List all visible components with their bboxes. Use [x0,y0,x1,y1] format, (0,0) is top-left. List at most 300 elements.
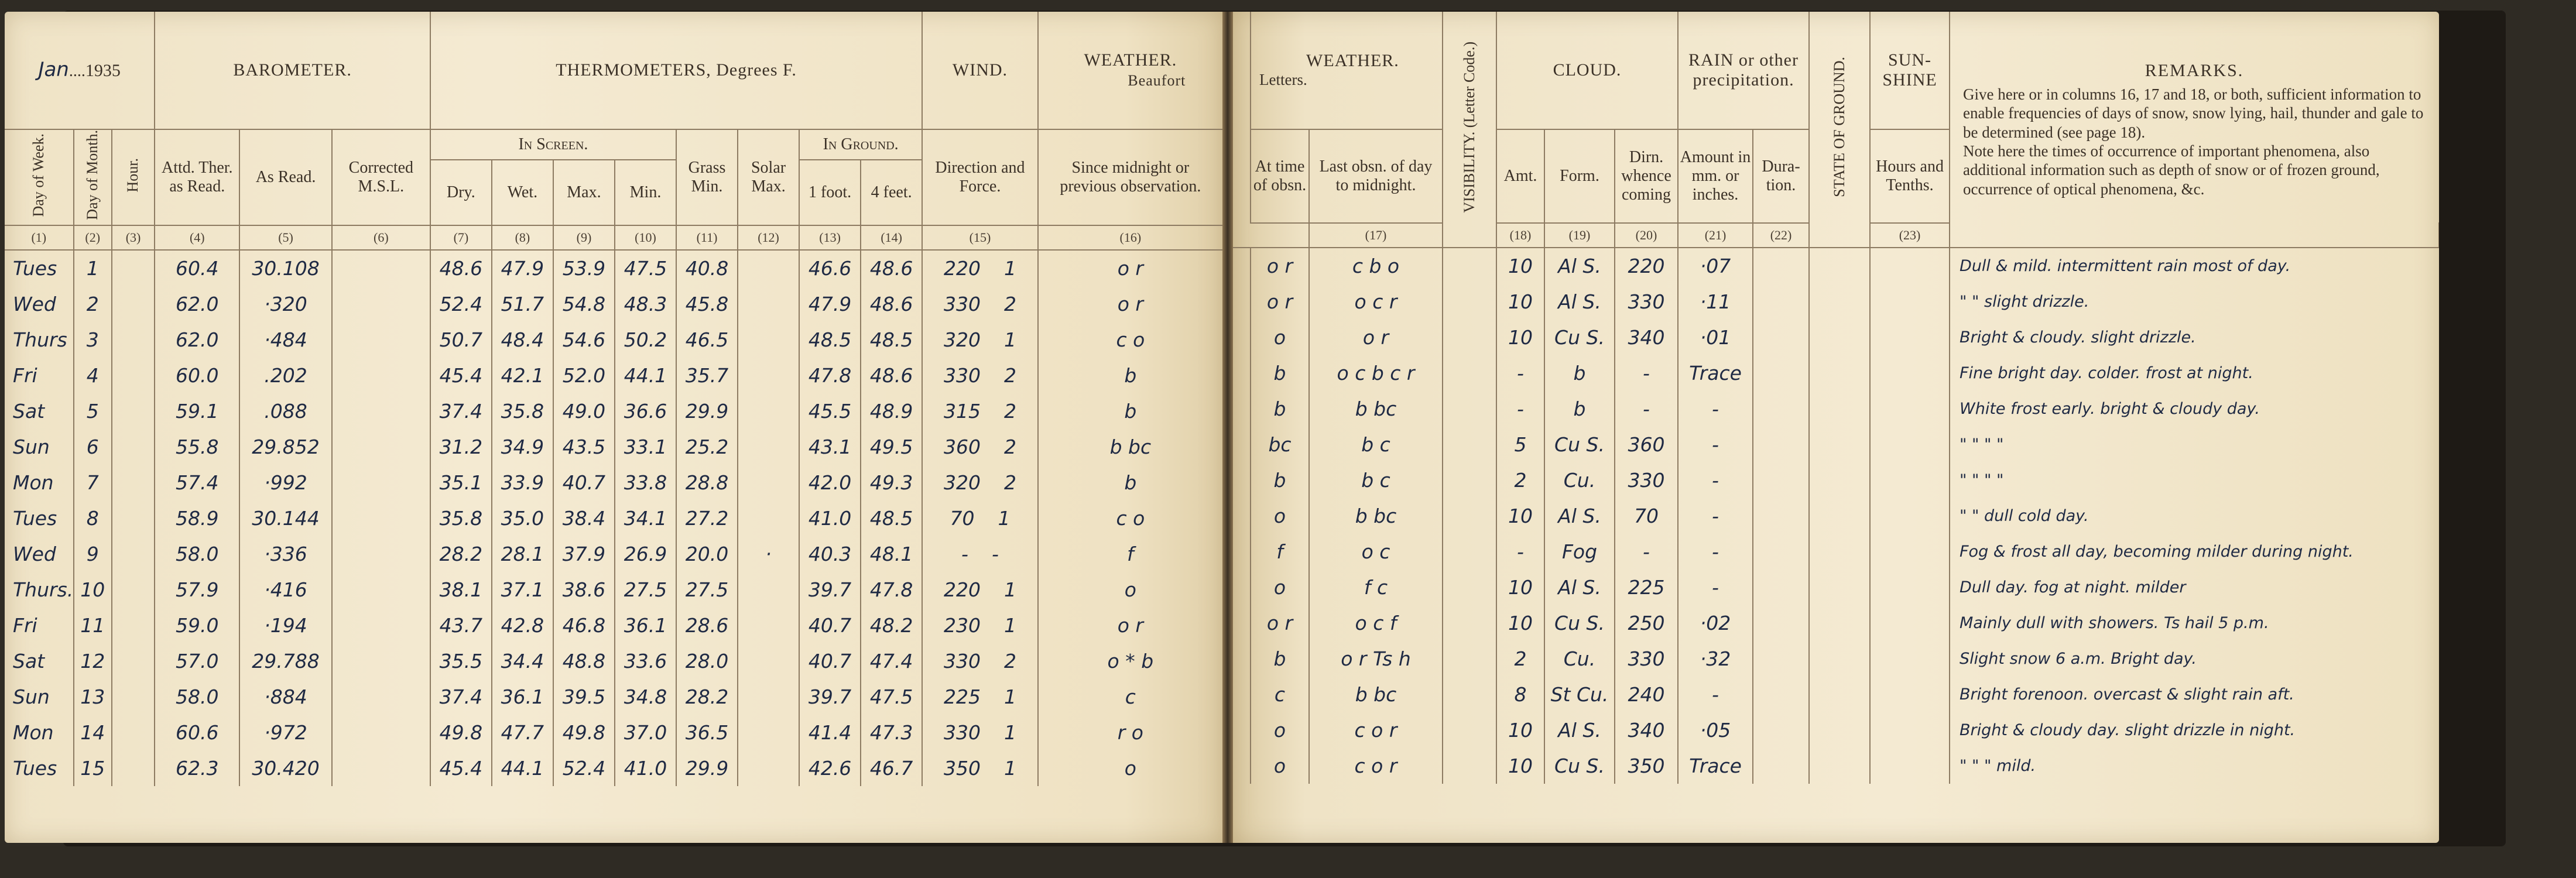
state-ground-cell [1809,498,1870,534]
table-row [1233,391,2439,427]
ground-1ft-cell: 39.7 [799,679,861,715]
day-of-week-cell: Thurs. [13,578,74,602]
one-foot-header: 1 foot. [799,160,861,225]
hour-cell [112,643,155,679]
visibility-cell [1443,248,1496,284]
rain-duration-cell [1753,427,1809,462]
sunshine-cell [1870,284,1950,320]
ground-4ft-cell: 46.7 [861,750,922,786]
cloud-dirn-cell: 350 [1615,748,1678,784]
corrected-msl-header: Corrected M.S.L. [332,129,430,225]
wind-force: 1 [1003,614,1016,637]
wind-direction: 320 [943,328,981,352]
solar-max-cell [738,679,799,715]
weather-at-time-cell: o [1251,320,1309,355]
col-number: (11) [676,225,738,250]
remarks-cell: Fog & frost all day, becoming milder during night. [1950,534,2439,570]
max-cell: 48.8 [553,643,615,679]
attd-ther-cell: 60.0 [155,358,239,393]
corrected-cell [332,250,430,286]
cloud-amt-cell: - [1496,391,1544,427]
cloud-form-cell: Cu. [1544,641,1615,677]
col-number: (1) [5,225,74,250]
cloud-amt-cell: - [1496,355,1544,391]
solar-max-cell: · [738,536,799,572]
col-number: (4) [155,225,239,250]
remarks-cell: Bright forenoon. overcast & slight rain aft. [1950,677,2439,712]
ground-1ft-cell: 42.0 [799,465,861,500]
ground-4ft-cell: 48.5 [861,500,922,536]
table-row [5,429,1222,465]
weather-beaufort-cell: c [1038,679,1222,715]
weather-at-time-cell: o [1251,748,1309,784]
duration-header: Dura- tion. [1753,129,1809,223]
rain-amount-cell: - [1678,570,1753,605]
rain-duration-cell [1753,677,1809,712]
weather-at-time-cell: o r [1251,248,1309,284]
weather-last-cell: o r Ts h [1309,641,1443,677]
wind-cell [922,715,1037,750]
wet-cell: 28.1 [492,536,553,572]
attd-ther-header: Attd. Ther. as Read. [155,129,239,225]
min-cell: 27.5 [615,572,676,608]
ground-4ft-cell: 47.5 [861,679,922,715]
cloud-amt-cell: 10 [1496,570,1544,605]
day-of-week-cell: Mon [13,721,54,745]
table-row [1233,462,2439,498]
col-number: (18) [1496,223,1544,248]
day-of-month-cell: 11 [74,608,112,643]
cloud-amt-cell: 10 [1496,748,1544,784]
cloud-form-cell: Al S. [1544,712,1615,748]
sunshine-cell [1870,605,1950,641]
cloud-dirn-cell: 360 [1615,427,1678,462]
table-row [5,679,1222,715]
table-row [5,465,1222,500]
dry-cell: 52.4 [430,286,492,322]
attd-ther-cell: 55.8 [155,429,239,465]
sunshine-cell [1870,427,1950,462]
state-ground-cell [1809,248,1870,284]
day-of-month-cell: 15 [74,750,112,786]
max-cell: 53.9 [553,250,615,286]
dry-cell: 35.5 [430,643,492,679]
col-number: (14) [861,225,922,250]
weather-at-time-cell: o [1251,498,1309,534]
max-cell: 37.9 [553,536,615,572]
thermometers-heading: THERMOMETERS, Degrees F. [430,12,922,129]
solar-max-header: Solar Max. [738,129,799,225]
as-read-cell: ·484 [239,322,332,358]
remarks-cell: " " slight drizzle. [1950,284,2439,320]
attd-ther-cell: 60.4 [155,250,239,286]
corrected-cell [332,393,430,429]
rain-duration-cell [1753,248,1809,284]
weather-last-cell: b c [1309,427,1443,462]
rain-duration-cell [1753,641,1809,677]
visibility-cell [1443,605,1496,641]
ground-1ft-cell: 46.6 [799,250,861,286]
min-cell: 44.1 [615,358,676,393]
remarks-cell: " " dull cold day. [1950,498,2439,534]
attd-ther-cell: 62.0 [155,322,239,358]
cloud-form-cell: St Cu. [1544,677,1615,712]
wet-cell: 44.1 [492,750,553,786]
wet-cell: 34.4 [492,643,553,679]
weather-beaufort-cell: o r [1038,608,1222,643]
rain-duration-cell [1753,320,1809,355]
book-spine [1222,12,1233,843]
table-row [1233,498,2439,534]
solar-max-cell [738,572,799,608]
cloud-amt-cell: 10 [1496,284,1544,320]
weather-at-time-cell: o [1251,712,1309,748]
weather-at-time-cell: b [1251,355,1309,391]
day-of-month-cell: 4 [74,358,112,393]
weather-at-time-cell: b [1251,391,1309,427]
grass-min-cell: 28.2 [676,679,738,715]
rain-duration-cell [1753,284,1809,320]
ground-1ft-cell: 40.7 [799,643,861,679]
as-read-cell: ·336 [239,536,332,572]
as-read-cell: .202 [239,358,332,393]
day-of-month-cell: 8 [74,500,112,536]
attd-ther-cell: 58.9 [155,500,239,536]
margin-cell [1233,534,1251,570]
remarks-cell: Slight snow 6 a.m. Bright day. [1950,641,2439,677]
visibility-cell [1443,712,1496,748]
wind-cell [922,536,1037,572]
ground-4ft-cell: 47.3 [861,715,922,750]
weather-at-time-cell: c [1251,677,1309,712]
max-cell: 49.8 [553,715,615,750]
rain-duration-cell [1753,748,1809,784]
weather-beaufort-cell: o r [1038,286,1222,322]
table-row [5,358,1222,393]
corrected-cell [332,715,430,750]
corrected-cell [332,322,430,358]
visibility-cell [1443,677,1496,712]
wind-force: 2 [1003,364,1016,387]
wet-cell: 47.7 [492,715,553,750]
state-ground-cell [1809,712,1870,748]
grass-min-cell: 29.9 [676,750,738,786]
dry-cell: 49.8 [430,715,492,750]
table-row [5,322,1222,358]
visibility-cell [1443,391,1496,427]
weather-at-time-cell: o r [1251,605,1309,641]
ground-1ft-cell: 43.1 [799,429,861,465]
remarks-instructions-1: Give here or in columns 16, 17 and 18, or both, sufficient information to enable frequencies of days of snow, snow lying, hail, thunder and gale to be determined (see page 18). [1963,85,2424,141]
margin-cell [1233,391,1251,427]
remarks-cell: Dull day. fog at night. milder [1950,570,2439,605]
ground-1ft-cell: 45.5 [799,393,861,429]
solar-max-cell [738,393,799,429]
margin-cell [1233,498,1251,534]
remarks-cell: Mainly dull with showers. Ts hail 5 p.m. [1950,605,2439,641]
as-read-cell: ·320 [239,286,332,322]
ground-1ft-cell: 40.7 [799,608,861,643]
attd-ther-cell: 59.1 [155,393,239,429]
as-read-cell: ·972 [239,715,332,750]
dry-cell: 43.7 [430,608,492,643]
hour-cell [112,429,155,465]
wind-direction: 350 [943,757,981,780]
as-read-cell: 29.852 [239,429,332,465]
table-row [1233,248,2439,284]
as-read-header: As Read. [239,129,332,225]
solar-max-cell [738,286,799,322]
cloud-heading: CLOUD. [1496,12,1678,129]
min-cell: 37.0 [615,715,676,750]
corrected-cell [332,572,430,608]
attd-ther-cell: 57.0 [155,643,239,679]
col-number: (12) [738,225,799,250]
corrected-cell [332,643,430,679]
table-row [5,536,1222,572]
four-feet-header: 4 feet. [861,160,922,225]
remarks-cell: Bright & cloudy day. slight drizzle in night. [1950,712,2439,748]
col-number: (2) [74,225,112,250]
cloud-dirn-cell: 240 [1615,677,1678,712]
left-data-rows [5,250,1222,786]
hour-cell [112,608,155,643]
table-row [1233,712,2439,748]
day-of-week-cell: Sun [13,685,50,709]
wind-direction: 70 [950,507,975,530]
wind-force: 2 [1003,400,1016,423]
weather-last-cell: b bc [1309,391,1443,427]
weather-last-cell: b c [1309,462,1443,498]
sunshine-cell [1870,248,1950,284]
solar-max-cell [738,715,799,750]
grass-min-cell: 45.8 [676,286,738,322]
remarks-cell: White frost early. bright & cloudy day. [1950,391,2439,427]
weather-at-time-cell: b [1251,641,1309,677]
visibility-cell [1443,284,1496,320]
in-ground-header: In Ground. [799,129,922,160]
col-number: (15) [922,225,1037,250]
table-row [5,643,1222,679]
remarks-cell: Fine bright day. colder. frost at night. [1950,355,2439,391]
table-row [5,500,1222,536]
state-ground-cell [1809,427,1870,462]
solar-max-cell [738,608,799,643]
day-of-week-header: Day of Week. [5,129,74,225]
ground-4ft-cell: 48.1 [861,536,922,572]
right-margin [1233,12,1251,248]
ground-1ft-cell: 47.8 [799,358,861,393]
cloud-amt-cell: 10 [1496,498,1544,534]
dry-cell: 35.8 [430,500,492,536]
grass-min-cell: 25.2 [676,429,738,465]
amount-header: Amount in mm. or inches. [1678,129,1753,223]
rain-amount-cell: - [1678,534,1753,570]
state-ground-cell [1809,677,1870,712]
min-cell: 33.1 [615,429,676,465]
wet-header: Wet. [492,160,553,225]
dry-header: Dry. [430,160,492,225]
table-row [5,572,1222,608]
min-cell: 26.9 [615,536,676,572]
margin-cell [1233,677,1251,712]
as-read-cell: ·194 [239,608,332,643]
dry-cell: 45.4 [430,750,492,786]
dry-cell: 38.1 [430,572,492,608]
weather-beaufort-cell: c o [1038,500,1222,536]
sunshine-cell [1870,391,1950,427]
weather-last-cell: c o r [1309,748,1443,784]
cloud-form-cell: Al S. [1544,570,1615,605]
max-cell: 52.4 [553,750,615,786]
weather-beaufort-cell: b [1038,465,1222,500]
day-of-week-cell: Thurs [13,328,67,352]
wind-force: 2 [1003,435,1016,459]
min-cell: 48.3 [615,286,676,322]
wind-direction: 330 [943,293,981,316]
rain-amount-cell: ·32 [1678,641,1753,677]
table-row [1233,605,2439,641]
weather-beaufort-cell: r o [1038,715,1222,750]
margin-cell [1233,355,1251,391]
in-screen-header: In Screen. [430,129,676,160]
corrected-cell [332,286,430,322]
grass-min-cell: 28.0 [676,643,738,679]
sunshine-heading: SUN- SHINE [1870,12,1950,129]
wind-direction: 220 [943,257,981,280]
sunshine-cell [1870,320,1950,355]
hour-cell [112,465,155,500]
solar-max-cell [738,429,799,465]
min-cell: 36.6 [615,393,676,429]
grass-min-cell: 29.9 [676,393,738,429]
cloud-form-cell: b [1544,355,1615,391]
left-column-numbers [5,225,1222,250]
wind-direction: 225 [943,685,981,709]
wind-direction: - [961,543,968,566]
rain-duration-cell [1753,391,1809,427]
ground-4ft-cell: 48.6 [861,286,922,322]
table-row [5,250,1222,286]
visibility-cell [1443,534,1496,570]
margin-cell [1233,641,1251,677]
max-cell: 43.5 [553,429,615,465]
col-number: (8) [492,225,553,250]
margin-cell [1233,605,1251,641]
wind-force: - [991,543,999,566]
wind-cell [922,429,1037,465]
grass-min-cell: 28.6 [676,608,738,643]
weather-at-time-cell: o [1251,570,1309,605]
dirn-header: Dirn. whence coming [1615,129,1678,223]
weather-beaufort-cell: b [1038,393,1222,429]
right-data-rows [1233,248,2439,784]
weather-beaufort-cell: o [1038,572,1222,608]
cloud-dirn-cell: 340 [1615,320,1678,355]
wind-direction: 220 [943,578,981,602]
remarks-cell: Bright & cloudy. slight drizzle. [1950,320,2439,355]
left-log-table [5,12,1222,786]
form-header: Form. [1544,129,1615,223]
ground-4ft-cell: 49.5 [861,429,922,465]
table-row [1233,677,2439,712]
wind-cell [922,679,1037,715]
wind-heading: WIND. [922,12,1037,129]
ground-4ft-cell: 47.4 [861,643,922,679]
wind-cell [922,250,1037,286]
state-ground-cell [1809,462,1870,498]
cloud-dirn-cell: - [1615,355,1678,391]
ground-1ft-cell: 48.5 [799,322,861,358]
wet-cell: 51.7 [492,286,553,322]
cloud-amt-cell: 2 [1496,641,1544,677]
as-read-cell: 30.420 [239,750,332,786]
wet-cell: 47.9 [492,250,553,286]
table-row [5,608,1222,643]
min-cell: 34.8 [615,679,676,715]
table-row [5,750,1222,786]
as-read-cell: ·416 [239,572,332,608]
cloud-dirn-cell: 220 [1615,248,1678,284]
attd-ther-cell: 58.0 [155,536,239,572]
corrected-cell [332,750,430,786]
rain-duration-cell [1753,498,1809,534]
cloud-amt-cell: 10 [1496,712,1544,748]
col-number: (13) [799,225,861,250]
wind-force: 1 [998,507,1010,530]
wind-direction: 330 [943,364,981,387]
hour-cell [112,286,155,322]
weather-at-time-cell: b [1251,462,1309,498]
hour-cell [112,715,155,750]
cloud-dirn-cell: 70 [1615,498,1678,534]
solar-max-cell [738,322,799,358]
wind-force: 1 [1003,257,1016,280]
col-number: (21) [1678,223,1753,248]
day-of-month-cell: 6 [74,429,112,465]
day-of-month-cell: 5 [74,393,112,429]
right-page [1233,12,2439,843]
rain-amount-cell: - [1678,391,1753,427]
margin-cell [1233,748,1251,784]
ground-1ft-cell: 47.9 [799,286,861,322]
min-cell: 47.5 [615,250,676,286]
weather-beaufort-cell: o [1038,750,1222,786]
corrected-cell [332,679,430,715]
solar-max-cell [738,643,799,679]
table-row [1233,320,2439,355]
remarks-cell: " " " " [1950,462,2439,498]
visibility-cell [1443,570,1496,605]
weather-beaufort-cell: f [1038,536,1222,572]
wet-cell: 35.8 [492,393,553,429]
cloud-form-cell: Cu S. [1544,320,1615,355]
weather-heading-text: WEATHER. [1084,50,1177,70]
wind-force: 1 [1003,685,1016,709]
rain-amount-cell: ·01 [1678,320,1753,355]
day-of-month-cell: 7 [74,465,112,500]
rain-duration-cell [1753,355,1809,391]
margin-cell [1233,320,1251,355]
rain-amount-cell: - [1678,427,1753,462]
grass-min-cell: 20.0 [676,536,738,572]
sunshine-cell [1870,462,1950,498]
sunshine-cell [1870,712,1950,748]
cloud-form-cell: Cu S. [1544,748,1615,784]
wet-cell: 37.1 [492,572,553,608]
min-cell: 33.6 [615,643,676,679]
wet-cell: 42.8 [492,608,553,643]
